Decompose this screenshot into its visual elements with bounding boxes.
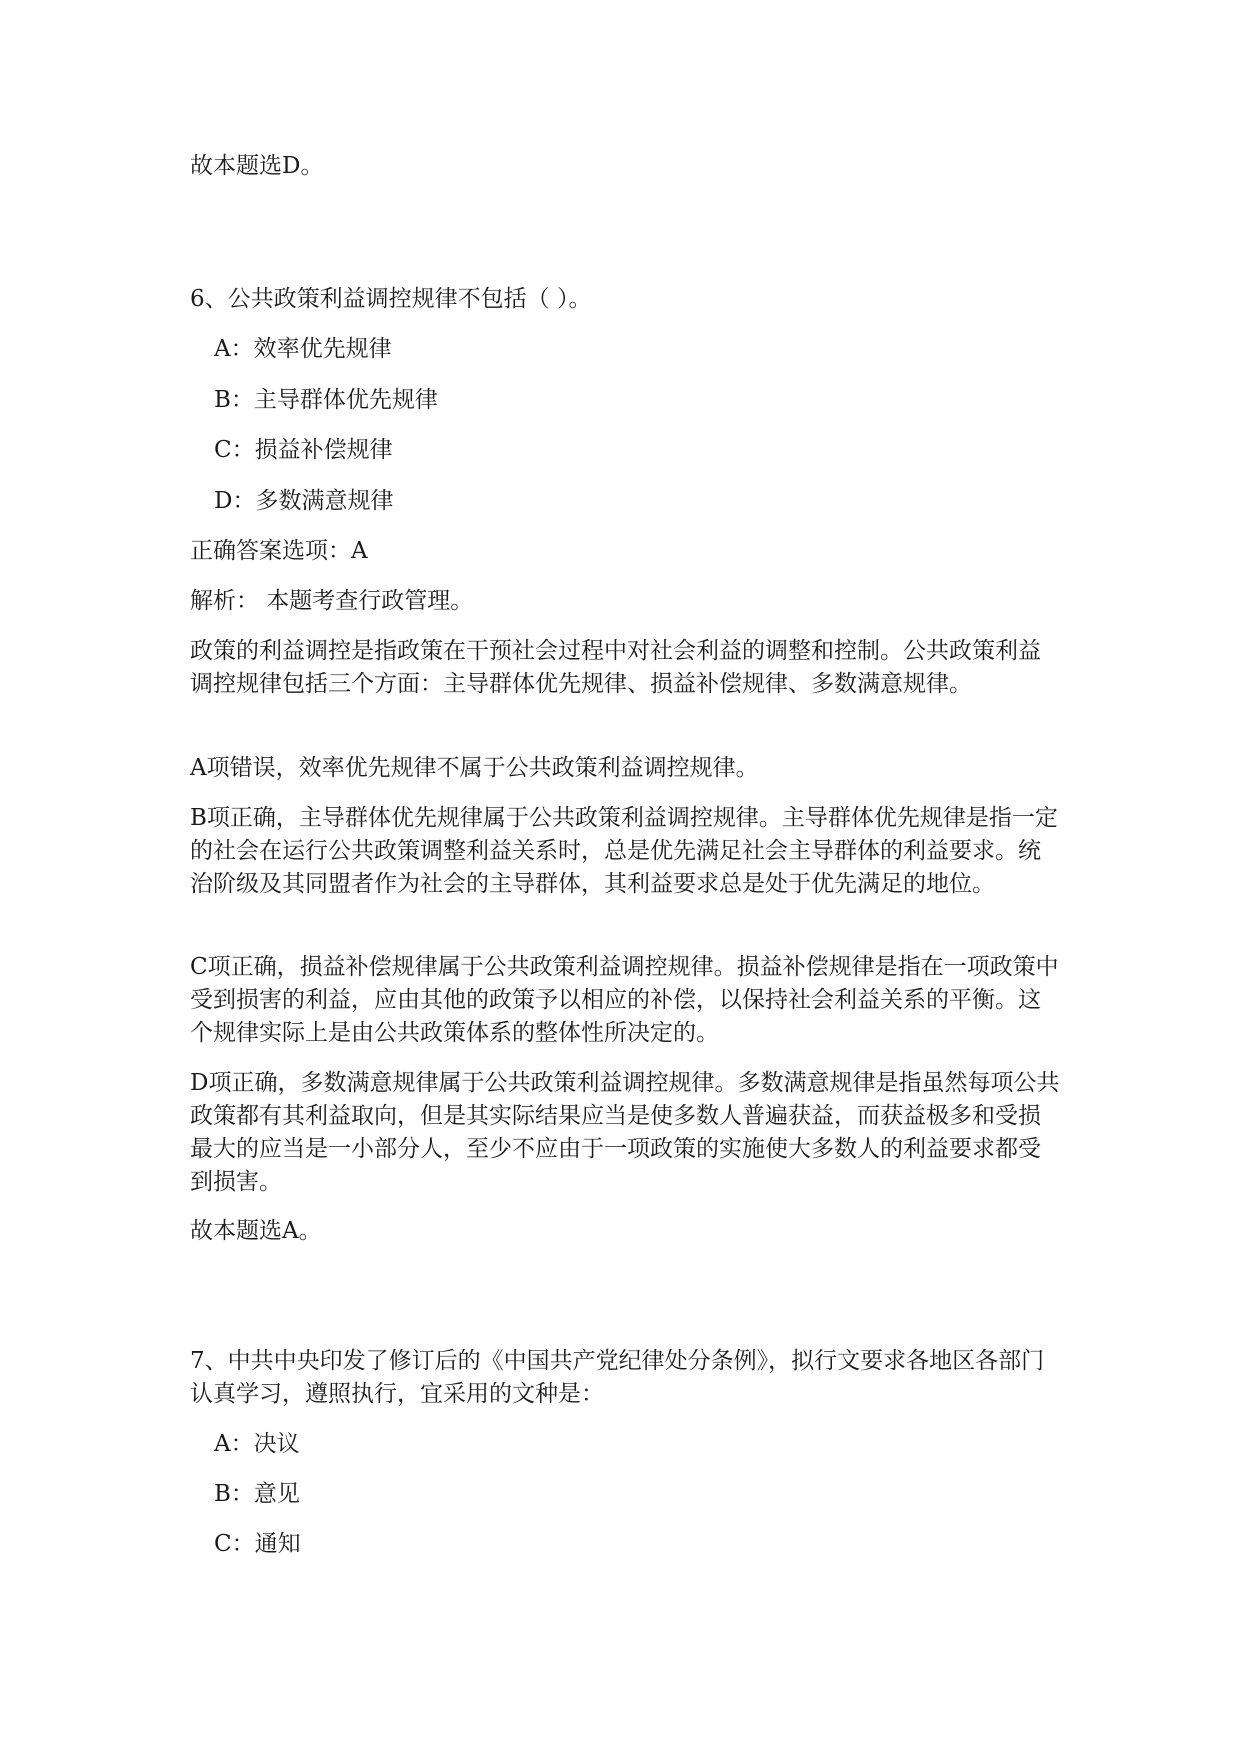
question-6-answer: 正确答案选项：A <box>190 538 368 564</box>
question-6-conclusion: 故本题选A。 <box>190 1218 322 1244</box>
question-7-option-c: C：通知 <box>214 1531 301 1557</box>
question-6-analysis-paragraph: A项错误，效率优先规律不属于公共政策利益调控规律。 <box>190 755 759 781</box>
previous-conclusion: 故本题选D。 <box>190 153 324 179</box>
question-6-option-b: B：主导群体优先规律 <box>214 387 438 413</box>
question-7-option-b: B：意见 <box>214 1481 300 1507</box>
question-6-title: 6、公共政策利益调控规律不包括（ ）。 <box>190 286 592 312</box>
question-6-analysis-paragraph: B项正确，主导群体优先规律属于公共政策利益调控规律。主导群体优先规律是指一定的社会在运行公共政策调整利益关系时，总是优先满足社会主导群体的利益要求。统治阶级及其同盟者作为社会的主导群体，其利益要求总是处于优先满足的地位。 <box>190 805 1058 897</box>
question-6-analysis-paragraph: 政策的利益调控是指政策在干预社会过程中对社会利益的调整和控制。公共政策利益调控规律包括三个方面：主导群体优先规律、损益补偿规律、多数满意规律。 <box>190 638 1041 697</box>
question-7-title: 7、中共中央印发了修订后的《中国共产党纪律处分条例》，拟行文要求各地区各部门认真学习，遵照执行，宜采用的文种是： <box>190 1348 1045 1407</box>
question-6-analysis-paragraph: D项正确，多数满意规律属于公共政策利益调控规律。多数满意规律是指虽然每项公共政策都有其利益取向，但是其实际结果应当是使多数人普遍获益，而获益极多和受损最大的应当是一小部分人，至少不应由于一项政策的实施使大多数人的利益要求都受到损害。 <box>190 1070 1060 1195</box>
question-6-option-c: C：损益补偿规律 <box>214 437 393 463</box>
question-7-option-a: A：决议 <box>214 1431 300 1457</box>
question-6-option-a: A：效率优先规律 <box>214 336 392 362</box>
question-6-option-d: D：多数满意规律 <box>214 488 394 514</box>
question-6-analysis-intro: 解析： 本题考查行政管理。 <box>190 588 474 614</box>
question-6-analysis-paragraph: C项正确，损益补偿规律属于公共政策利益调控规律。损益补偿规律是指在一项政策中受到损害的利益，应由其他的政策予以相应的补偿，以保持社会利益关系的平衡。这个规律实际上是由公共政策体系的整体性所决定的。 <box>190 954 1059 1046</box>
